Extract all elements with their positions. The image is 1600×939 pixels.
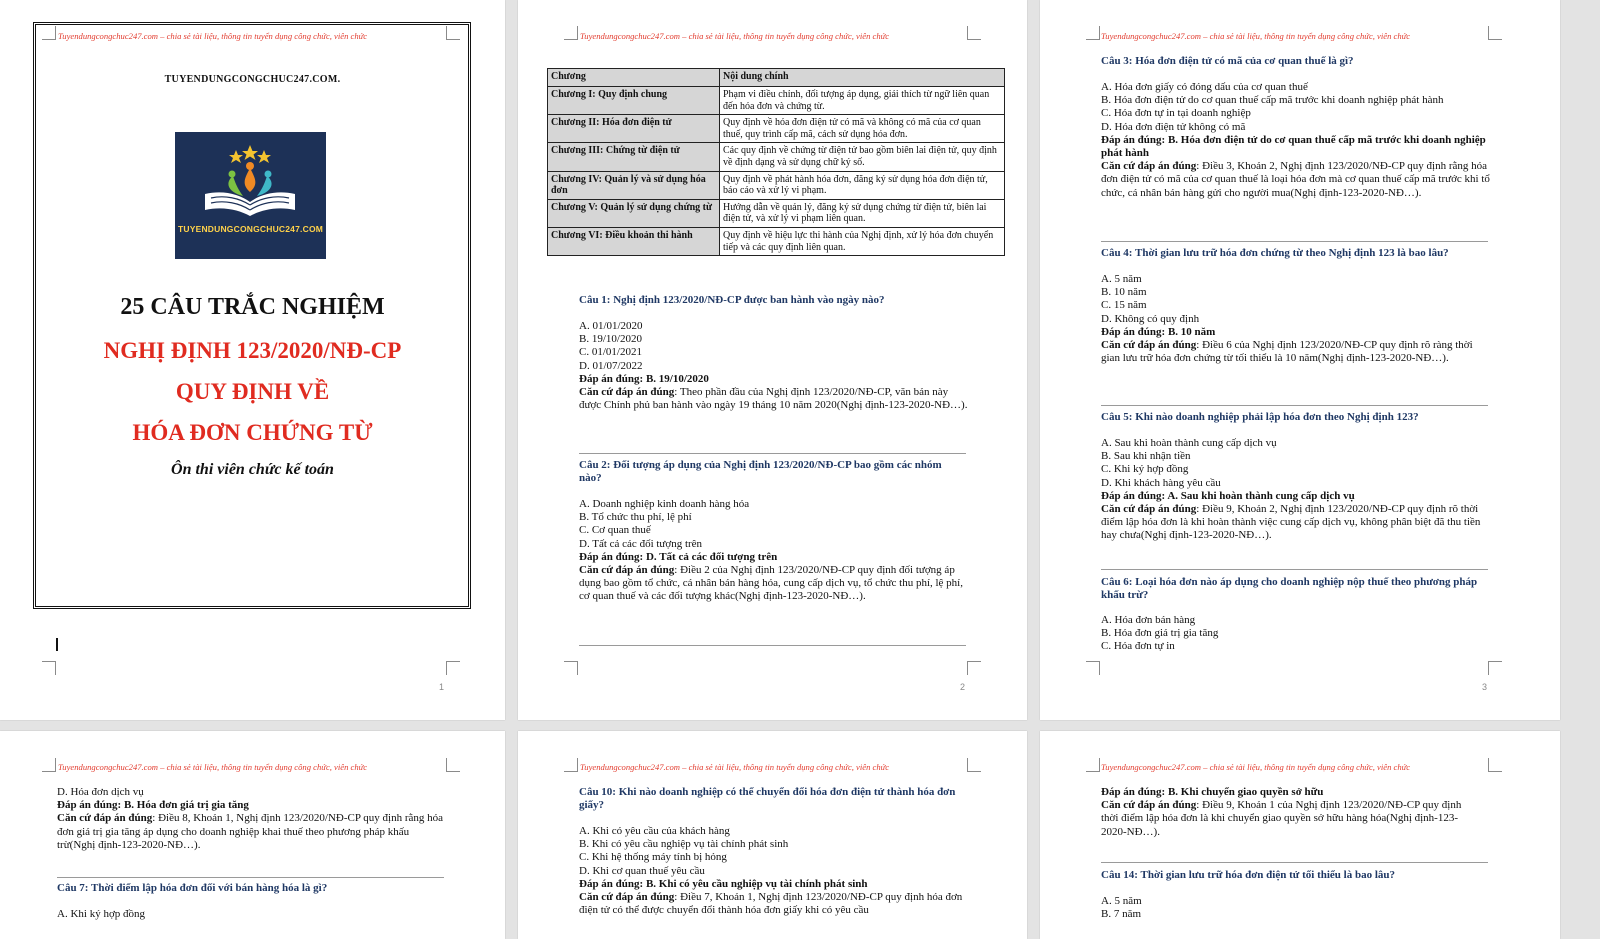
table-header: Nội dung chính (720, 69, 1005, 87)
question-13-continued (1101, 786, 1473, 839)
page-4 (0, 731, 505, 939)
question-2: Câu 2: Đối tượng áp dụng của Nghị định 123/2020/NĐ-CP bao gồm các nhóm nào? (579, 459, 942, 485)
separator (1101, 241, 1488, 242)
question-1: Câu 1: Nghị định 123/2020/NĐ-CP được ban hành vào ngày nào? (579, 294, 885, 306)
cover-title-decree: NGHỊ ĐỊNH 123/2020/NĐ-CP (103, 338, 402, 363)
option: C. Cơ quan thuế (579, 524, 651, 537)
question-5: Câu 5: Khi nào doanh nghiệp phải lập hóa đơn theo Nghị định 123? (1101, 411, 1419, 423)
option: A. Sau khi hoàn thành cung cấp dịch vụ (1101, 437, 1277, 449)
table-header-row (548, 69, 1005, 87)
separator (1101, 405, 1488, 406)
page-1 (0, 0, 505, 720)
crop-mark (564, 26, 578, 40)
site-logo (175, 132, 326, 259)
question-2-body (579, 498, 971, 604)
table-cell-content: Quy định về hóa đơn điện tử có mã và không có mã của cơ quan thuế, quy trình cấp mã, cách sử dụng hóa đơn. (720, 115, 1005, 143)
separator (579, 453, 966, 454)
separator (579, 645, 966, 646)
crop-mark (967, 661, 981, 675)
table-row (548, 227, 1005, 255)
basis-text: : Điều 8, Khoản 1, Nghị định 123/2020/NĐ-CP quy định rằng hóa đơn giá trị gia tăng áp dụng cho doanh nghiệp khai thuế theo phương pháp khấu trừ(Nghị định-123-2020-NĐ…). (57, 812, 444, 851)
page-header-text: Tuyendungcongchuc247.com – chia sẻ tài liệu, thông tin tuyển dụng công chức, viên chức (580, 762, 890, 772)
basis-label: Căn cứ đáp án đúng (1101, 799, 1197, 812)
correct-answer: Đáp án đúng: B. 19/10/2020 (579, 372, 709, 385)
option: B. 7 năm (1101, 908, 1142, 921)
basis-text: : Điều 2 của Nghị định 123/2020/NĐ-CP quy định đối tượng áp dụng bao gồm tổ chức, cá nhân bán hàng hóa, cung cấp dịch vụ, tổ chức thu phí, lệ phí, cơ quan thuế và các đối tượng khác(Nghị định-123-2020-NĐ…). (579, 564, 963, 603)
option: A. Hóa đơn bán hàng (1101, 614, 1196, 626)
table-row (548, 171, 1005, 199)
crop-mark (564, 661, 578, 675)
table-cell-chapter: Chương V: Quản lý sử dụng chứng từ (548, 199, 720, 227)
correct-answer: Đáp án đúng: A. Sau khi hoàn thành cung cấp dịch vụ (1101, 489, 1355, 502)
option: B. 19/10/2020 (579, 333, 642, 346)
page-number: 3 (1482, 682, 1488, 692)
basis-label: Căn cứ đáp án đúng (1101, 503, 1197, 516)
option: D. Tất cả các đối tượng trên (579, 537, 703, 550)
basis-text: : Điều 7, Khoản 1, Nghị định 123/2020/NĐ-CP quy định hóa đơn điện tử có thể được chuyển đổi thành hóa đơn giấy khi có yêu cầu (579, 891, 963, 917)
crop-mark (1488, 661, 1502, 675)
cover-site-name: TUYENDUNGCONGCHUC247.COM. (164, 74, 341, 85)
answer-basis (1101, 799, 1473, 839)
crop-mark (564, 758, 578, 772)
table-cell-chapter: Chương III: Chứng từ điện tử (548, 143, 720, 171)
question-1-body (579, 320, 971, 412)
option: B. Tổ chức thu phí, lệ phí (579, 511, 692, 524)
crop-mark (42, 758, 56, 772)
option: A. Doanh nghiệp kinh doanh hàng hóa (579, 498, 750, 510)
option: C. Khi hệ thống máy tính bị hỏng (579, 851, 727, 864)
cover-subtitle: Ôn thi viên chức kế toán (171, 461, 334, 478)
option: B. Hóa đơn điện tử do cơ quan thuế cấp mã trước khi doanh nghiệp phát hành (1101, 94, 1444, 107)
answer-basis (1101, 160, 1493, 200)
option: D. Hóa đơn điện tử không có mã (1101, 120, 1246, 133)
basis-label: Căn cứ đáp án đúng (1101, 160, 1197, 173)
option: D. Khi cơ quan thuế yêu cầu (579, 864, 705, 877)
basis-text: : Theo phần đầu của Nghị định 123/2020/NĐ-CP, văn bản này được Chính phủ ban hành vào ngày 19 tháng 10 năm 2020(Nghị định-123-2020-NĐ…). (579, 386, 968, 412)
crop-mark (1086, 661, 1100, 675)
table-header: Chương (548, 69, 720, 87)
basis-label: Căn cứ đáp án đúng (579, 564, 675, 577)
option: B. 10 năm (1101, 286, 1147, 299)
answer-basis (1101, 503, 1493, 543)
table-row (548, 143, 1005, 171)
option: B. Sau khi nhận tiền (1101, 450, 1191, 463)
option: A. 5 năm (1101, 273, 1142, 285)
answer-basis (579, 386, 971, 412)
separator (57, 877, 444, 878)
question-3-body (1101, 81, 1493, 200)
crop-mark (42, 661, 56, 675)
basis-text: : Điều 3, Khoản 2, Nghị định 123/2020/NĐ-CP quy định rằng hóa đơn điện tử có mã của cơ quan thuế là loại hóa đơn mà cơ quan thuế cấp mã trước khi tổ chức, cá nhân bán hàng gửi cho người mua(Nghị định-123-2020-NĐ…). (1101, 160, 1490, 199)
table-cell-content: Các quy định về chứng từ điện tử bao gồm biên lai điện tử, quy định về định dạng và sử dụng chữ ký số. (720, 143, 1005, 171)
question-5-body (1101, 437, 1493, 543)
crop-mark (446, 661, 460, 675)
option: C. Hóa đơn tự in (1101, 640, 1175, 653)
page-6 (1040, 731, 1560, 939)
crop-mark (1488, 758, 1502, 772)
correct-answer: Đáp án đúng: B. 10 năm (1101, 325, 1216, 338)
question-6-continued (57, 786, 449, 852)
table-cell-content: Quy định về hiệu lực thi hành của Nghị định, xử lý hóa đơn chuyển tiếp và các quy định liên quan. (720, 227, 1005, 255)
page-header-text: Tuyendungcongchuc247.com – chia sẻ tài liệu, thông tin tuyển dụng công chức, viên chức (1101, 31, 1411, 41)
basis-label: Căn cứ đáp án đúng (57, 812, 153, 825)
book-stars-icon (175, 132, 326, 259)
correct-answer: Đáp án đúng: B. Khi chuyển giao quyền sở hữu (1101, 786, 1324, 798)
answer-basis (579, 564, 971, 604)
option: D. Không có quy định (1101, 312, 1200, 325)
crop-mark (967, 26, 981, 40)
question-14: Câu 14: Thời gian lưu trữ hóa đơn điện tử tối thiểu là bao lâu? (1101, 869, 1396, 881)
page-header-text: Tuyendungcongchuc247.com – chia sẻ tài liệu, thông tin tuyển dụng công chức, viên chức (58, 762, 368, 772)
option: B. Hóa đơn giá trị gia tăng (1101, 627, 1219, 640)
chapter-table (547, 68, 1005, 256)
cover-title: 25 CÂU TRẮC NGHIỆM (120, 294, 385, 320)
question-10-body (579, 825, 971, 917)
separator (1101, 569, 1488, 570)
page-number: 1 (439, 682, 445, 692)
table-cell-content: Hướng dẫn về quản lý, đăng ký sử dụng chứng từ điện tử, biên lai điện tử, và xử lý vi phạm liên quan. (720, 199, 1005, 227)
option: A. Khi ký hợp đồng (57, 908, 146, 920)
question-4: Câu 4: Thời gian lưu trữ hóa đơn chứng từ theo Nghị định 123 là bao lâu? (1101, 247, 1449, 259)
basis-text: : Điều 6 của Nghị định 123/2020/NĐ-CP quy định rõ ràng thời gian lưu trữ hóa đơn chứng từ tối thiểu là 10 năm(Nghị định-123-2020-NĐ…). (1101, 339, 1473, 365)
question-6-body (1101, 614, 1493, 654)
table-row (548, 199, 1005, 227)
cover-title-regulation: QUY ĐỊNH VỀ (175, 379, 330, 404)
basis-label: Căn cứ đáp án đúng (579, 891, 675, 904)
text-cursor[interactable] (56, 638, 58, 651)
option: A. Khi có yêu cầu của khách hàng (579, 825, 730, 837)
question-10: Câu 10: Khi nào doanh nghiệp có thể chuyển đổi hóa đơn điện tử thành hóa đơn giấy? (579, 786, 956, 812)
crop-mark (967, 758, 981, 772)
table-cell-chapter: Chương I: Quy định chung (548, 87, 720, 115)
answer-basis (579, 891, 971, 917)
page-header-text: Tuyendungcongchuc247.com – chia sẻ tài liệu, thông tin tuyển dụng công chức, viên chức (580, 31, 890, 41)
answer-basis (57, 812, 449, 852)
table-cell-content: Quy định về phát hành hóa đơn, đăng ký sử dụng hóa đơn điện tử, báo cáo và xử lý vi phạm. (720, 171, 1005, 199)
correct-answer: Đáp án đúng: D. Tất cả các đối tượng trên (579, 550, 778, 563)
question-4-body (1101, 273, 1493, 365)
correct-answer: Đáp án đúng: B. Hóa đơn điện tử do cơ quan thuế cấp mã trước khi doanh nghiệp phát hành (1101, 133, 1486, 160)
question-7: Câu 7: Thời điểm lập hóa đơn đối với bán hàng hóa là gì? (57, 882, 328, 894)
option: A. 5 năm (1101, 895, 1142, 907)
basis-text: : Điều 9, Khoản 1 của Nghị định 123/2020/NĐ-CP quy định thời điểm lập hóa đơn là khi chuyển giao quyền sở hữu hàng hóa(Nghị định-123-2020-NĐ…). (1101, 799, 1462, 838)
page-number: 2 (960, 682, 966, 692)
option: D. Khi khách hàng yêu cầu (1101, 476, 1221, 489)
option: C. 15 năm (1101, 299, 1147, 312)
table-cell-content: Phạm vi điều chỉnh, đối tượng áp dụng, giải thích từ ngữ liên quan đến hóa đơn và chứng từ. (720, 87, 1005, 115)
crop-mark (446, 758, 460, 772)
basis-text: : Điều 9, Khoản 2, Nghị định 123/2020/NĐ-CP quy định rõ thời điểm lập hóa đơn là khi hoàn thành việc cung cấp dịch vụ, không phân biệt đã thu tiền hay chưa(Nghị định-123-2020-NĐ…). (1101, 503, 1481, 542)
page-header-text: Tuyendungcongchuc247.com – chia sẻ tài liệu, thông tin tuyển dụng công chức, viên chức (58, 31, 368, 41)
logo-text: TUYENDUNGCONGCHUC247.COM (177, 224, 324, 234)
question-14-body (1101, 895, 1493, 921)
page-5 (518, 731, 1027, 939)
page-header-text: Tuyendungcongchuc247.com – chia sẻ tài liệu, thông tin tuyển dụng công chức, viên chức (1101, 762, 1411, 772)
correct-answer: Đáp án đúng: B. Hóa đơn giá trị gia tăng (57, 799, 249, 812)
cover-title-invoice: HÓA ĐƠN CHỨNG TỪ (132, 420, 373, 445)
option: C. Hóa đơn tự in tại doanh nghiệp (1101, 107, 1251, 120)
correct-answer: Đáp án đúng: B. Khi có yêu cầu nghiệp vụ tài chính phát sinh (579, 877, 868, 890)
basis-label: Căn cứ đáp án đúng (1101, 339, 1197, 352)
crop-mark (1488, 26, 1502, 40)
table-cell-chapter: Chương VI: Điều khoản thi hành (548, 227, 720, 255)
answer-basis (1101, 339, 1493, 365)
crop-mark (1086, 758, 1100, 772)
separator (1101, 862, 1488, 863)
option: A. Hóa đơn giấy có đóng dấu của cơ quan thuế (1101, 81, 1308, 93)
table-cell-chapter: Chương IV: Quản lý và sử dụng hóa đơn (548, 171, 720, 199)
option: C. 01/01/2021 (579, 346, 642, 359)
option: C. Khi ký hợp đồng (1101, 463, 1189, 476)
option: D. Hóa đơn dịch vụ (57, 786, 144, 798)
question-6: Câu 6: Loại hóa đơn nào áp dụng cho doanh nghiệp nộp thuế theo phương pháp khấu trừ? (1101, 576, 1478, 602)
table-row (548, 87, 1005, 115)
table-row (548, 115, 1005, 143)
basis-label: Căn cứ đáp án đúng (579, 386, 675, 399)
crop-mark (1086, 26, 1100, 40)
question-3: Câu 3: Hóa đơn điện tử có mã của cơ quan thuế là gì? (1101, 55, 1354, 67)
option: D. 01/07/2022 (579, 359, 643, 372)
table-cell-chapter: Chương II: Hóa đơn điện tử (548, 115, 720, 143)
option: A. 01/01/2020 (579, 320, 643, 332)
option: B. Khi có yêu cầu nghiệp vụ tài chính phát sinh (579, 838, 789, 851)
